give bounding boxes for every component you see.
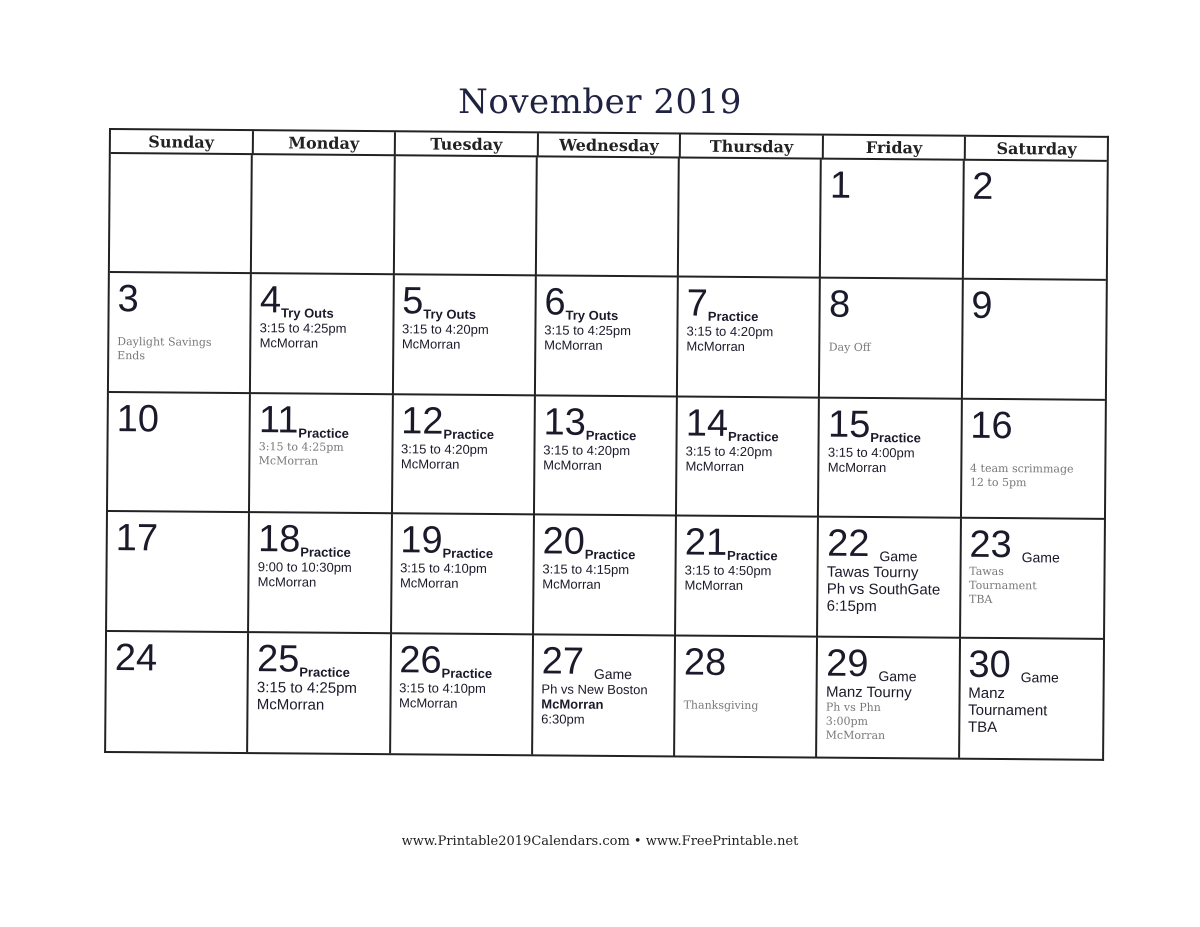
day-number: 10 bbox=[116, 397, 160, 441]
day-number: 14 bbox=[685, 402, 729, 445]
handwritten-note-line: Day Off bbox=[828, 341, 871, 355]
day-number: 22 bbox=[827, 522, 870, 566]
event-type-label: Practice bbox=[300, 544, 351, 561]
event-detail-line: 9:00 to 10:30pm bbox=[257, 559, 352, 576]
day-cell-24 bbox=[106, 632, 249, 753]
day-cell-9 bbox=[963, 280, 1106, 401]
event-detail-line: 6:30pm bbox=[541, 711, 585, 727]
event-type-label: Try Outs bbox=[280, 305, 334, 322]
event-detail-line: McMorran bbox=[257, 574, 317, 590]
handwritten-note-line: Tournament bbox=[969, 578, 1037, 593]
handwritten-note-line: Daylight Savings bbox=[117, 335, 212, 350]
empty-day-cell bbox=[394, 156, 537, 277]
day-cell-29 bbox=[818, 637, 961, 758]
day-cell-26 bbox=[391, 634, 534, 755]
weekday-header-friday: Friday bbox=[824, 136, 967, 161]
day-cell-20 bbox=[534, 516, 677, 637]
day-cell-6 bbox=[536, 277, 679, 398]
day-cell-12 bbox=[393, 395, 536, 516]
day-number: 20 bbox=[542, 520, 586, 563]
day-cell-28 bbox=[675, 636, 818, 757]
event-type-label: Game bbox=[593, 665, 633, 682]
day-number: 24 bbox=[114, 636, 158, 679]
event-type-label: Game bbox=[1020, 668, 1059, 686]
event-detail-line: 3:15 to 4:20pm bbox=[686, 323, 774, 340]
footer-credit: www.Printable2019Calendars.com • www.FreePrintable.net bbox=[401, 834, 799, 849]
day-number: 1 bbox=[829, 164, 852, 207]
day-number: 5 bbox=[402, 280, 424, 323]
event-detail-line: 3:15 to 4:00pm bbox=[827, 444, 915, 461]
handwritten-note-line: McMorran bbox=[258, 453, 319, 468]
empty-day-cell bbox=[110, 154, 253, 275]
day-cell-15 bbox=[819, 398, 962, 519]
event-detail-line: TBA bbox=[967, 718, 998, 736]
event-detail-line: McMorran bbox=[544, 337, 603, 354]
handwritten-note-line: McMorran bbox=[825, 728, 886, 742]
event-detail-line: 3:15 to 4:20pm bbox=[400, 441, 488, 457]
day-cell-23 bbox=[961, 519, 1104, 640]
event-type-label: Practice bbox=[441, 665, 493, 681]
event-type-label: Practice bbox=[442, 545, 494, 562]
day-cell-14 bbox=[677, 397, 820, 518]
handwritten-note-line: Ends bbox=[117, 349, 146, 363]
day-number: 2 bbox=[972, 165, 994, 208]
day-number: 4 bbox=[259, 279, 282, 322]
event-detail-line: Ph vs SouthGate bbox=[826, 580, 941, 599]
event-detail-line: McMorran bbox=[541, 696, 604, 712]
day-number: 7 bbox=[686, 282, 709, 326]
weekday-header-sunday: Sunday bbox=[111, 130, 254, 155]
event-detail-line: McMorran bbox=[542, 576, 601, 593]
handwritten-note-line: 12 to 5pm bbox=[969, 475, 1027, 490]
event-detail-line: Manz Tourny bbox=[825, 683, 912, 701]
day-number: 25 bbox=[256, 637, 300, 681]
weekday-header-tuesday: Tuesday bbox=[396, 132, 539, 157]
handwritten-note-line: 4 team scrimmage bbox=[970, 461, 1074, 476]
day-cell-17 bbox=[107, 512, 250, 633]
event-type-label: Practice bbox=[584, 546, 636, 563]
empty-day-cell bbox=[537, 157, 680, 278]
day-cell-8 bbox=[820, 279, 963, 400]
event-detail-line: Manz bbox=[968, 684, 1006, 702]
event-type-label: Practice bbox=[299, 664, 350, 680]
handwritten-note-line: Tawas bbox=[969, 564, 1004, 579]
event-type-label: Try Outs bbox=[565, 307, 619, 324]
day-cell-22 bbox=[818, 518, 961, 639]
empty-day-cell bbox=[679, 158, 822, 279]
day-cell-27 bbox=[533, 635, 676, 756]
day-number: 19 bbox=[400, 519, 443, 562]
event-type-label: Practice bbox=[870, 429, 921, 446]
day-cell-21 bbox=[676, 517, 819, 638]
day-cell-4 bbox=[251, 275, 394, 396]
event-type-label: Game bbox=[1021, 549, 1060, 566]
day-cell-3 bbox=[109, 273, 252, 394]
event-detail-line: 3:15 to 4:20pm bbox=[401, 321, 489, 338]
day-cell-25 bbox=[248, 633, 391, 754]
event-detail-line: 3:15 to 4:20pm bbox=[543, 442, 631, 458]
day-number: 28 bbox=[683, 641, 727, 684]
event-detail-line: 3:15 to 4:10pm bbox=[400, 560, 487, 577]
event-detail-line: McMorran bbox=[259, 335, 319, 352]
event-detail-line: McMorran bbox=[827, 459, 887, 475]
day-cell-2 bbox=[964, 161, 1107, 282]
day-cell-10 bbox=[108, 393, 251, 514]
event-detail-line: 3:15 to 4:20pm bbox=[685, 443, 773, 460]
event-detail-line: McMorran bbox=[686, 338, 746, 355]
event-detail-line: McMorran bbox=[685, 458, 745, 474]
event-detail-line: McMorran bbox=[401, 336, 461, 353]
day-number: 8 bbox=[828, 284, 851, 327]
event-type-label: Game bbox=[879, 548, 918, 565]
weekday-header-saturday: Saturday bbox=[966, 137, 1107, 162]
event-detail-line: McMorran bbox=[399, 575, 459, 591]
day-number: 17 bbox=[115, 517, 159, 560]
event-detail-line: McMorran bbox=[543, 457, 602, 473]
event-detail-line: McMorran bbox=[399, 694, 458, 711]
weekday-header-wednesday: Wednesday bbox=[539, 133, 682, 158]
day-number: 30 bbox=[968, 643, 1011, 686]
event-detail-line: 3:15 to 4:15pm bbox=[542, 561, 630, 578]
event-type-label: Practice bbox=[707, 309, 759, 325]
event-detail-line: Ph vs New Boston bbox=[541, 681, 648, 697]
event-detail-line: 3:15 to 4:50pm bbox=[684, 562, 772, 579]
event-type-label: Practice bbox=[298, 425, 349, 441]
day-number: 18 bbox=[257, 518, 301, 561]
day-cell-11 bbox=[250, 394, 393, 515]
weekday-header-monday: Monday bbox=[253, 131, 396, 156]
day-number: 13 bbox=[543, 401, 586, 444]
day-number: 26 bbox=[399, 638, 442, 682]
day-cell-1 bbox=[821, 160, 964, 281]
day-number: 11 bbox=[258, 398, 299, 442]
calendar-grid bbox=[104, 128, 1109, 761]
day-cell-18 bbox=[249, 513, 392, 634]
handwritten-note-line: TBA bbox=[968, 592, 993, 607]
weekday-header-thursday: Thursday bbox=[681, 134, 824, 159]
day-number: 6 bbox=[544, 281, 566, 324]
day-cell-19 bbox=[392, 514, 535, 635]
event-type-label: Practice bbox=[727, 548, 778, 564]
day-number: 29 bbox=[826, 642, 869, 685]
event-detail-line: McMorran bbox=[400, 456, 460, 472]
handwritten-note-line: 3:15 to 4:25pm bbox=[258, 439, 344, 454]
day-cell-7 bbox=[678, 278, 821, 399]
event-detail-line: 3:15 to 4:25pm bbox=[259, 320, 347, 337]
event-type-label: Game bbox=[878, 667, 917, 684]
event-detail-line: Tawas Tourny bbox=[826, 563, 919, 582]
empty-day-cell bbox=[252, 155, 395, 276]
event-detail-line: 6:15pm bbox=[826, 597, 877, 616]
month-grid bbox=[104, 154, 1109, 761]
calendar-title: November 2019 bbox=[458, 82, 742, 122]
event-detail-line: McMorran bbox=[684, 577, 744, 594]
day-number: 16 bbox=[970, 404, 1013, 447]
event-detail-line: 3:15 to 4:25pm bbox=[256, 678, 358, 697]
day-cell-5 bbox=[393, 276, 536, 397]
day-number: 15 bbox=[827, 403, 871, 446]
event-detail-line: 3:15 to 4:10pm bbox=[399, 679, 486, 696]
event-type-label: Practice bbox=[585, 427, 637, 443]
event-type-label: Try Outs bbox=[423, 306, 477, 323]
day-number: 21 bbox=[684, 521, 728, 565]
handwritten-note-line: Ph vs Phn bbox=[825, 700, 881, 714]
day-number: 12 bbox=[401, 400, 444, 443]
event-type-label: Practice bbox=[727, 428, 779, 445]
day-number: 27 bbox=[541, 640, 585, 683]
event-detail-line: McMorran bbox=[256, 695, 325, 714]
handwritten-note-line: 3:00pm bbox=[825, 714, 869, 728]
event-detail-line: Tournament bbox=[968, 701, 1048, 719]
day-number: 3 bbox=[117, 278, 139, 321]
day-cell-13 bbox=[535, 396, 678, 517]
day-cell-30 bbox=[960, 638, 1103, 759]
event-type-label: Practice bbox=[443, 426, 495, 442]
day-cell-16 bbox=[962, 400, 1105, 521]
handwritten-note-line: Thanksgiving bbox=[683, 698, 759, 712]
day-number: 9 bbox=[971, 285, 993, 328]
day-number: 23 bbox=[969, 523, 1012, 567]
event-detail-line: 3:15 to 4:25pm bbox=[544, 322, 632, 339]
